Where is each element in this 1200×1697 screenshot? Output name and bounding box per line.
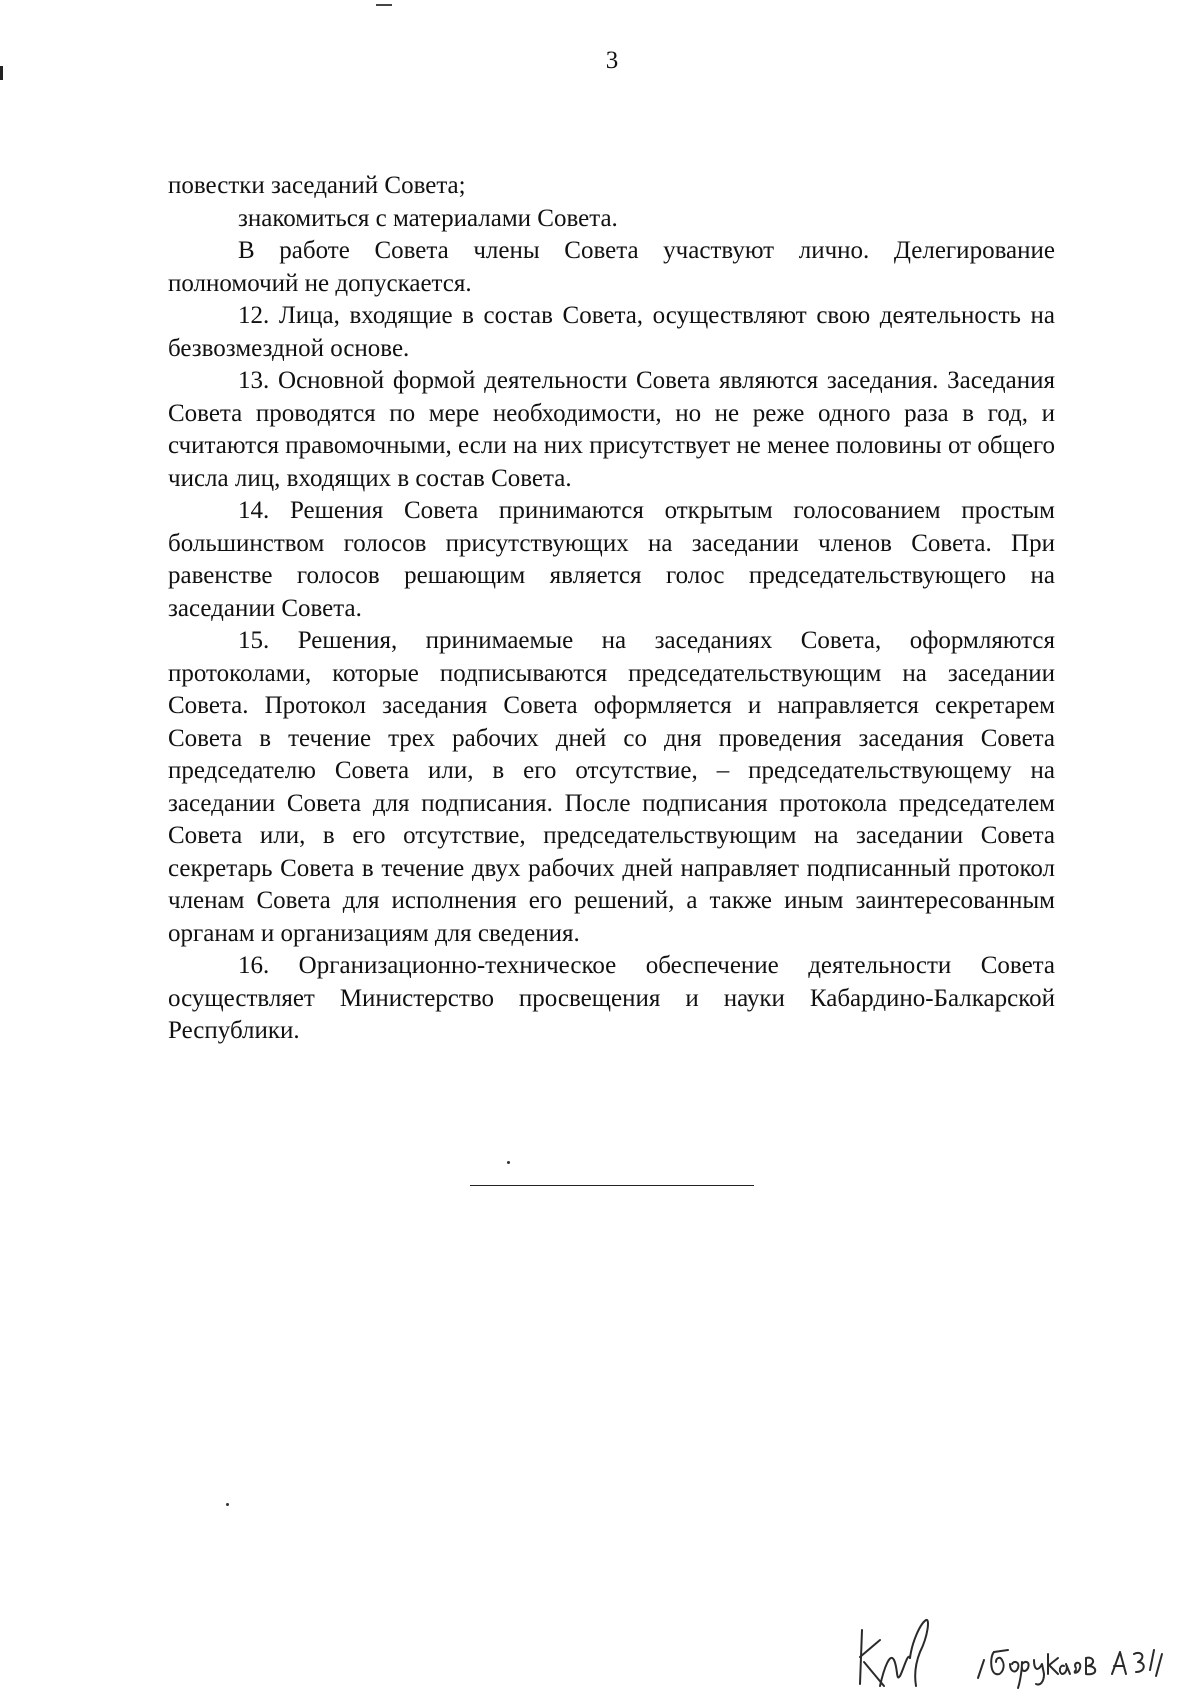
paragraph-clause-13: 13. Основной формой деятельности Совета являются заседания. Заседания Совета проводятся по мере необходимости, но не реже одного раза в год, и считаются правомочными, если на них присутствует не менее половины от общего числа лиц, входящих в состав Совета. (168, 367, 1056, 492)
scan-mark (376, 4, 392, 6)
paragraph: повестки заседаний Совета; (168, 172, 466, 199)
scan-dot (507, 1161, 510, 1164)
paragraph-clause-16: 16. Организационно-техническое обеспечение деятельности Совета осуществляет Министерство просвещения и науки Кабардино-Балкарской Республики. (168, 952, 1055, 1044)
document-body (168, 170, 1055, 1048)
paragraph-clause-12: 12. Лица, входящие в состав Совета, осуществляют свою деятельность на безвозмездной основе. (168, 302, 1055, 362)
end-of-document-line (470, 1185, 754, 1186)
page-number: 3 (605, 47, 619, 74)
paragraph-clause-15: 15. Решения, принимаемые на заседаниях Совета, оформляются протоколами, которые подписываются председательствующим на заседании Совета. Протокол заседания Совета оформляется и направляется секретарем Совета в течение трех рабочих дней со дня проведения заседания Совета председателю Совета или, в его отсутствие, – председательствующему на заседании Совета для подписания. После подписания протокола председателем Совета или, в его отсутствие, председательствующим на заседании Совета секретарь Совета в течение двух рабочих дней направляет подписанный протокол членам Совета для исполнения его решений, а также иным заинтересованным органам и организациям для сведения. (168, 627, 1055, 947)
paragraph: В работе Совета члены Совета участвуют лично. Делегирование полномочий не допускается. (168, 237, 1055, 297)
handwritten-signature (850, 1612, 1170, 1692)
paragraph: знакомиться с материалами Совета. (238, 204, 618, 232)
scan-dot (226, 1503, 229, 1506)
paragraph-clause-14: 14. Решения Совета принимаются открытым голосованием простым большинством голосов присутствующих на заседании членов Совета. При равенстве голосов решающим является голос председательствующего на заседании Совета. (168, 497, 1055, 622)
